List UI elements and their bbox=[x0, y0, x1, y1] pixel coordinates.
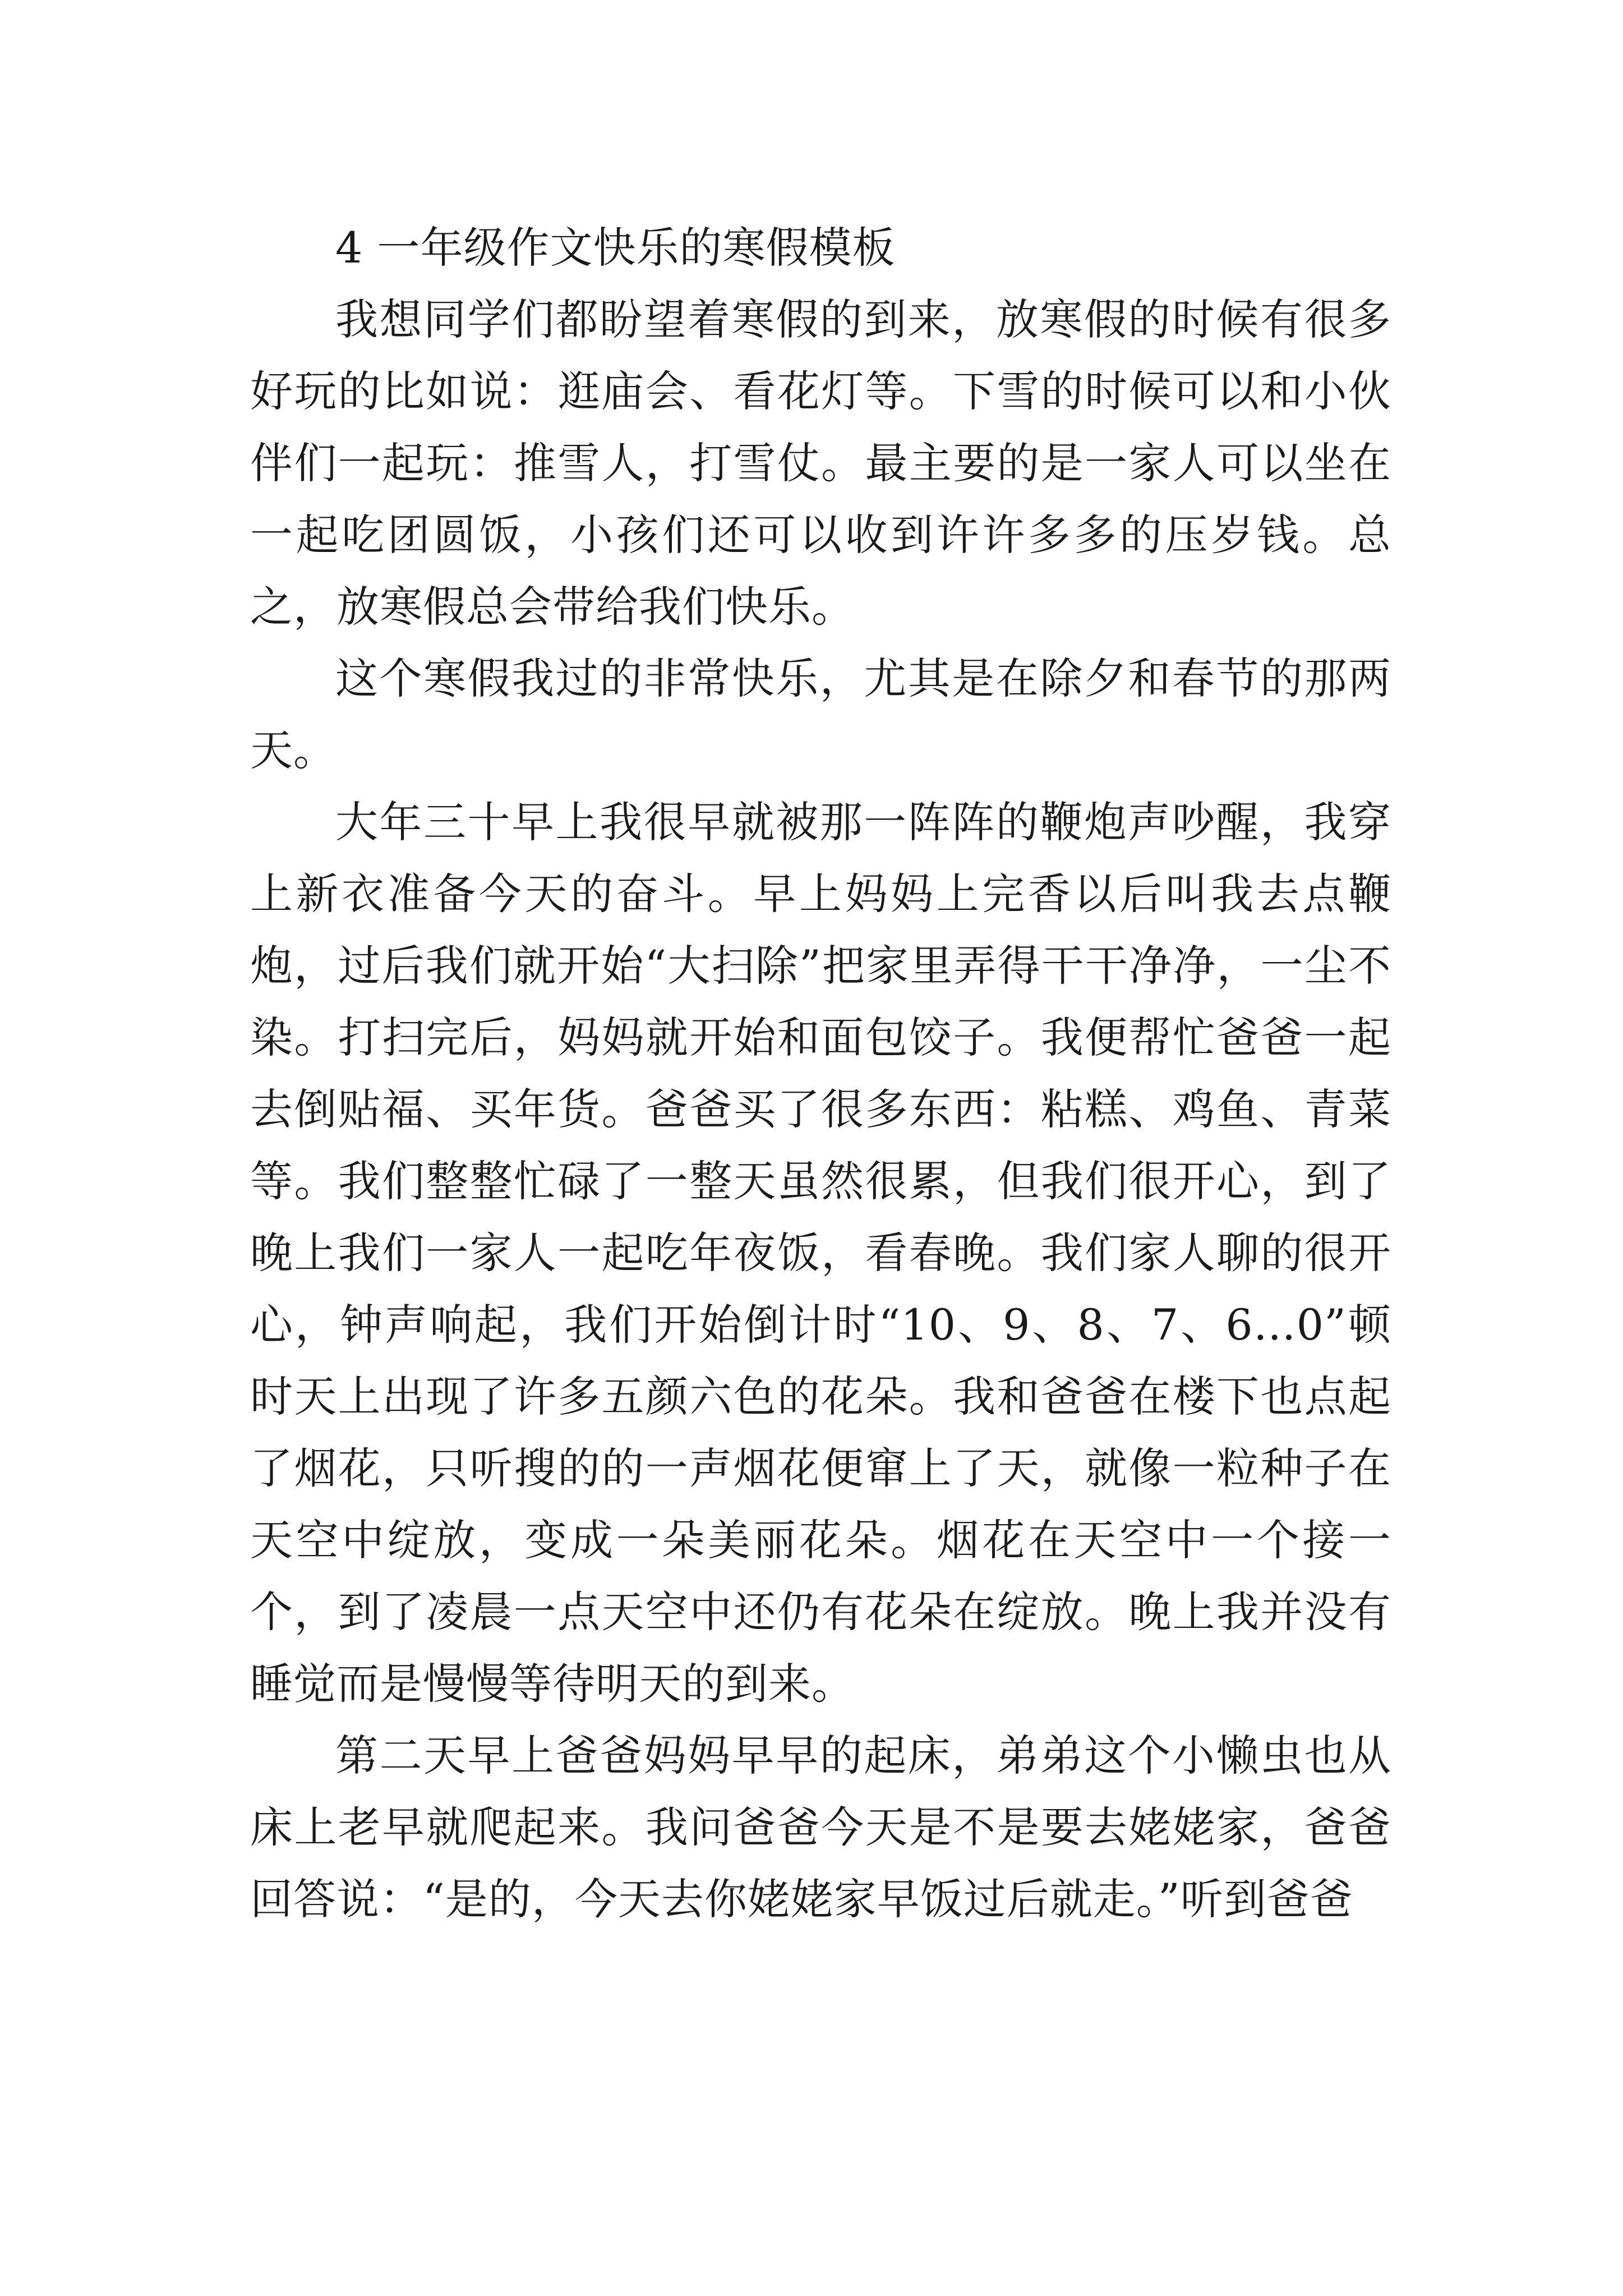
paragraph-3: 大年三十早上我很早就被那一阵阵的鞭炮声吵醒，我穿上新衣准备今天的奋斗。早上妈妈上完香以后叫我去点鞭炮，过后我们就开始“大扫除”把家里弄得干干净净，一尘不染。打扫完后，妈妈就开始和面包饺子。我便帮忙爸爸一起去倒贴福、买年货。爸爸买了很多东西：粘糕、鸡鱼、青菜等。我们整整忙碌了一整天虽然很累，但我们很开心，到了晚上我们一家人一起吃年夜饭，看春晚。我们家人聊的很开心，钟声响起，我们开始倒计时“10、9、8、7、6…0”顿时天上出现了许多五颜六色的花朵。我和爸爸在楼下也点起了烟花，只听搜的的一声烟花便窜上了天，就像一粒种子在天空中绽放，变成一朵美丽花朵。烟花在天空中一个接一个，到了凌晨一点天空中还仍有花朵在绽放。晚上我并没有睡觉而是慢慢等待明天的到来。 bbox=[250, 797, 1391, 1709]
document-title: 4 一年级作文快乐的寒假模板 bbox=[335, 223, 896, 273]
paragraph-2: 这个寒假我过的非常快乐，尤其是在除夕和春节的那两天。 bbox=[250, 654, 1391, 775]
paragraph-4: 第二天早上爸爸妈妈早早的起床，弟弟这个小懒虫也从床上老早就爬起来。我问爸爸今天是不是要去姥姥家，爸爸回答说：“是的，今天去你姥姥家早饭过后就走。”听到爸爸 bbox=[250, 1731, 1391, 1924]
document-body bbox=[250, 212, 1391, 1935]
paragraph-1: 我想同学们都盼望着寒假的到来，放寒假的时候有很多好玩的比如说：逛庙会、看花灯等。下雪的时候可以和小伙伴们一起玩：推雪人，打雪仗。最主要的是一家人可以坐在一起吃团圆饭，小孩们还可以收到许许多多的压岁钱。总之，放寒假总会带给我们快乐。 bbox=[250, 295, 1391, 632]
